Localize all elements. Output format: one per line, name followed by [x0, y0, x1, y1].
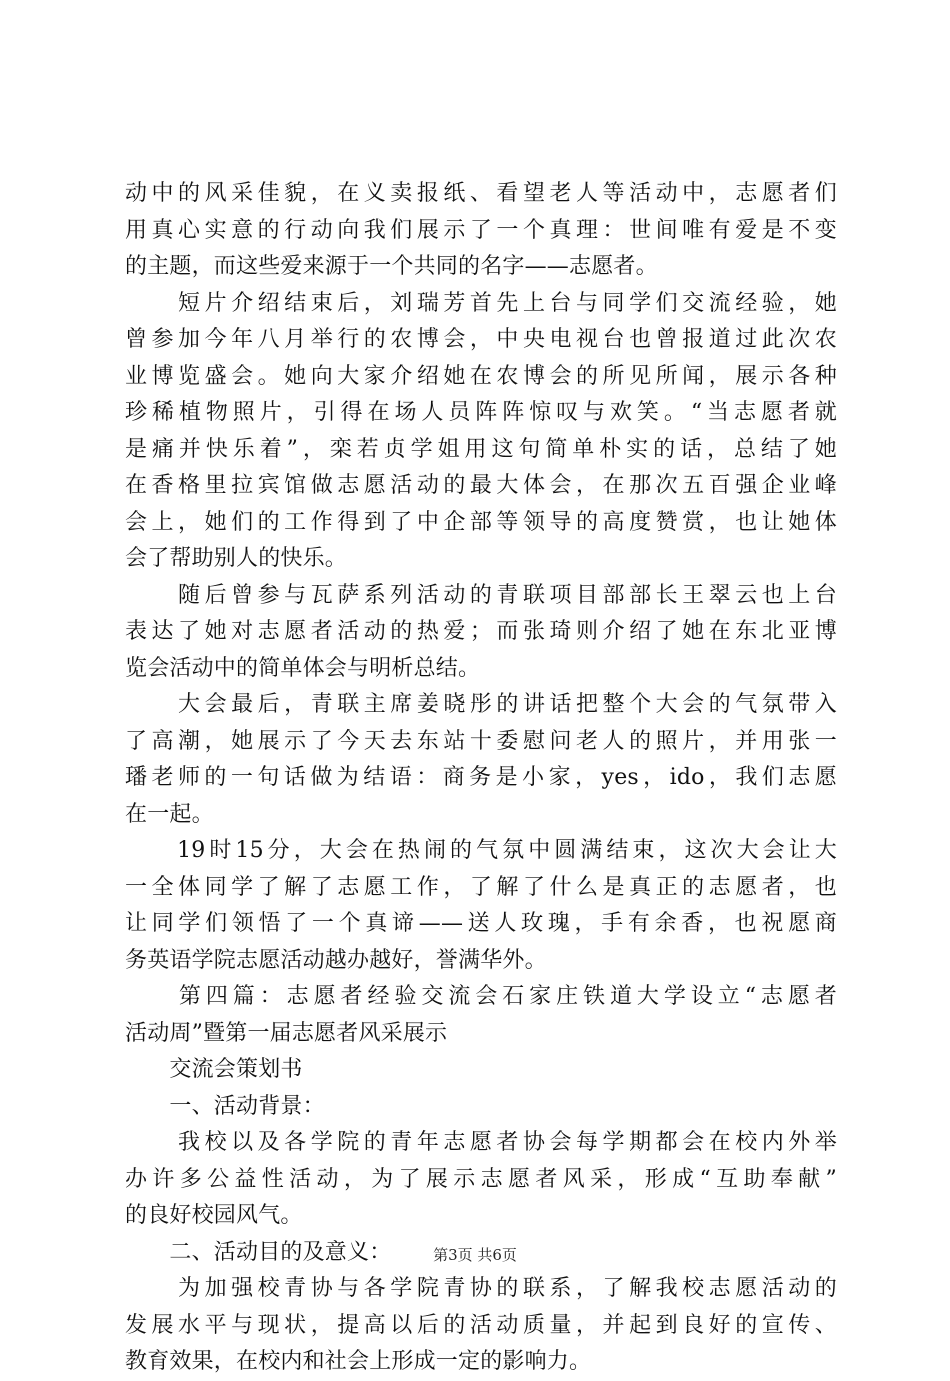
text-line: 是痛并快乐着”，栾若贞学姐用这句简单朴实的话，总结了她: [125, 436, 837, 462]
text-line: 业博览盛会。她向大家介绍她在农博会的所见所闻，展示各种: [125, 363, 837, 389]
text-line: 珍稀植物照片，引得在场人员阵阵惊叹与欢笑。“当志愿者就: [125, 400, 837, 425]
text-line: 大会最后，青联主席姜晓彤的讲话把整个大会的气氛带入: [125, 692, 837, 717]
page-footer: 第3页 共6页: [433, 1246, 517, 1264]
text-line: 了高潮，她展示了今天去东站十委慰问老人的照片，并用张一: [125, 728, 837, 754]
text-line: 的良好校园风气。: [125, 1203, 303, 1228]
text-line: 为加强校青协与各学院青协的联系，了解我校志愿活动的: [125, 1276, 837, 1301]
text-line: 会上，她们的工作得到了中企部等领导的高度赞赏，也让她体: [125, 509, 837, 535]
text-line: 教育效果，在校内和社会上形成一定的影响力。: [125, 1349, 592, 1374]
text-line: 短片介绍结束后，刘瑞芳首先上台与同学们交流经验，她: [125, 290, 837, 316]
text-line: 在香格里拉宾馆做志愿活动的最大体会，在那次五百强企业峰: [125, 473, 837, 498]
text-line: 发展水平与现状，提高以后的活动质量，并起到良好的宣传、: [125, 1312, 837, 1338]
text-line: 交流会策划书: [125, 1057, 303, 1082]
text-line: 曾参加今年八月举行的农博会，中央电视台也曾报道过此次农: [125, 327, 837, 352]
text-line: 会了帮助别人的快乐。: [125, 546, 348, 571]
text-line: 二、活动目的及意义：: [125, 1239, 392, 1265]
text-line: 表达了她对志愿者活动的热爱；而张琦则介绍了她在东北亚博: [125, 619, 837, 644]
text-line: 随后曾参与瓦萨系列活动的青联项目部部长王翠云也上台: [125, 582, 837, 608]
text-line: 办许多公益性活动，为了展示志愿者风采，形成“互助奉献”: [125, 1166, 837, 1192]
text-line: 活动周”暨第一届志愿者风采展示: [125, 1020, 448, 1046]
text-line: 一全体同学了解了志愿工作，了解了什么是真正的志愿者，也: [125, 874, 837, 900]
text-line: 的主题，而这些爱来源于一个共同的名字——志愿者。: [125, 254, 658, 279]
text-line: 19时15分，大会在热闹的气氛中圆满结束，这次大会让大: [125, 838, 837, 863]
text-line: 璠老师的一句话做为结语：商务是小家，yes，ido，我们志愿: [125, 765, 837, 790]
text-line: 动中的风采佳貌，在义卖报纸、看望老人等活动中，志愿者们: [125, 181, 837, 206]
text-line: 我校以及各学院的青年志愿者协会每学期都会在校内外举: [125, 1130, 837, 1155]
text-line: 览会活动中的简单体会与明析总结。: [125, 655, 481, 681]
document-body: [125, 176, 837, 1381]
text-line: 用真心实意的行动向我们展示了一个真理：世间唯有爱是不变: [125, 217, 837, 243]
text-line: 第四篇：志愿者经验交流会石家庄铁道大学设立“志愿者: [125, 984, 837, 1009]
text-line: 一、活动背景：: [125, 1093, 325, 1119]
text-line: 让同学们领悟了一个真谛——送人玫瑰，手有余香，也祝愿商: [125, 911, 837, 936]
text-line: 务英语学院志愿活动越办越好，誉满华外。: [125, 947, 547, 973]
text-line: 在一起。: [125, 801, 214, 827]
